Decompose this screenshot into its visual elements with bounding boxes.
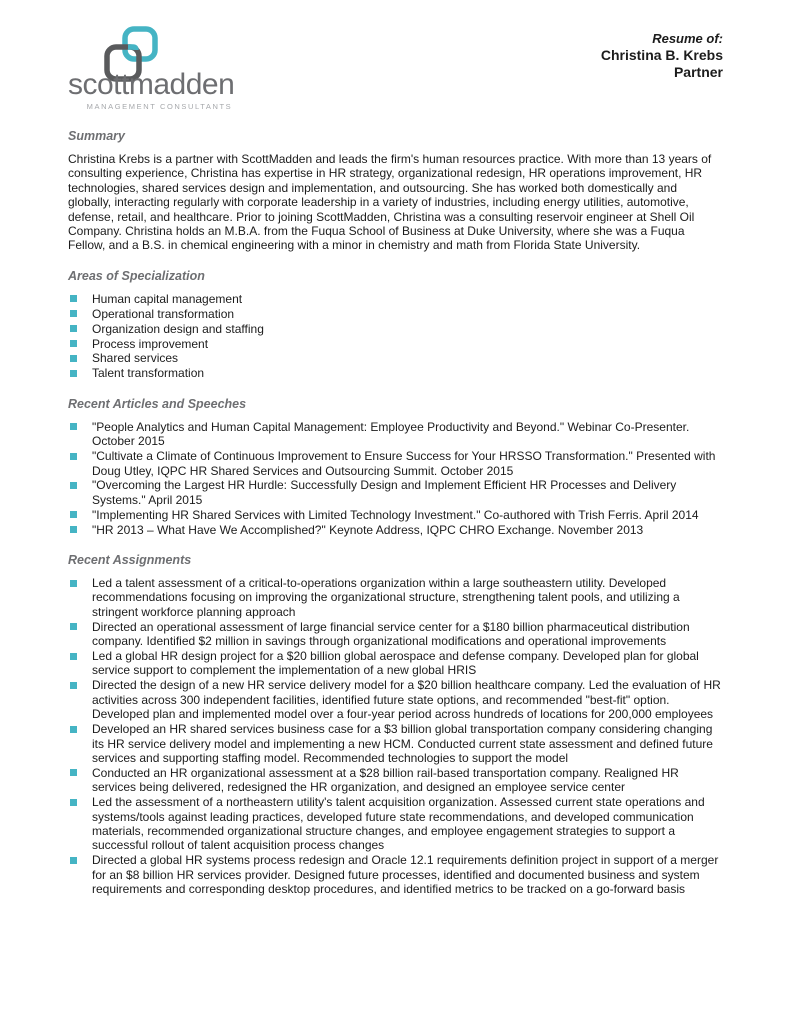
list-item — [68, 576, 723, 619]
list-item — [68, 449, 723, 478]
list-item — [68, 620, 723, 649]
articles-heading: Recent Articles and Speeches — [68, 396, 247, 411]
list-item-text: Directed the design of a new HR service delivery model for a $20 billion healthcare company. Led the evaluation of HR activities across 300 independent facilities, identified future state options, and recommended "best-fit" option. Developed plan and implemented model over a four-year period across hundreds of locations for 200,000 employees — [92, 678, 721, 722]
specialization-list — [68, 292, 723, 381]
bullet-square-icon — [70, 423, 77, 430]
bullet-square-icon — [70, 355, 77, 362]
list-item — [68, 722, 723, 765]
page-header — [68, 26, 723, 111]
list-item — [68, 853, 723, 896]
list-item-text: Directed a global HR systems process redesign and Oracle 12.1 requirements definition project in support of a merger for an $8 billion HR services provider. Designed future processes, identified and documented business and system requirements and corresponding desktop procedures, and identified metrics to be tracked on a go-forward basis — [92, 853, 719, 897]
list-item — [68, 420, 723, 449]
bullet-square-icon — [70, 580, 77, 587]
list-item-text: Shared services — [92, 351, 179, 366]
bullet-square-icon — [70, 526, 77, 533]
bullet-square-icon — [70, 799, 77, 806]
resume-of-label: Resume of: — [652, 31, 723, 46]
bullet-square-icon — [70, 482, 77, 489]
logo-tagline: MANAGEMENT CONSULTANTS — [86, 102, 233, 111]
bullet-square-icon — [70, 325, 77, 332]
summary-heading: Summary — [68, 129, 125, 143]
bullet-square-icon — [70, 453, 77, 460]
list-item — [68, 337, 723, 351]
list-item-text: "Overcoming the Largest HR Hurdle: Successfully Design and Implement Efficient HR Processes and Delivery Systems." April 2015 — [92, 478, 677, 507]
list-item — [68, 307, 723, 321]
bullet-square-icon — [70, 653, 77, 660]
bullet-square-icon — [70, 769, 77, 776]
list-item-text: Conducted an HR organizational assessment at a $28 billion rail-based transportation company. Realigned HR services being delivered, redesigned the HR organization, and designed an employee service center — [92, 765, 679, 795]
specialization-heading: Areas of Specialization — [68, 268, 205, 283]
list-item-text: Human capital management — [92, 291, 243, 306]
summary-paragraph: Christina Krebs is a partner with ScottMadden and leads the firm's human resources practice. With more than 13 years of consulting experience, Christina has expertise in HR strategy, organizational redesign, HR operations improvement, HR technologies, shared services design and implementation, and outsourcing. She has worked both domestically and globally, interacting regularly with corporate leadership in a variety of industries, including energy utilities, automotive, defense, retail, and healthcare. Prior to joining ScottMadden, Christina was a consulting reservoir engineer at Shell Oil Company. Christina holds an M.B.A. from the Fuqua School of Business at Duke University, where she was a Fuqua Fellow, and a B.S. in chemical engineering with a minor in chemistry and math from Florida State University. — [68, 152, 712, 253]
bullet-square-icon — [70, 340, 77, 347]
list-item-text: Led a global HR design project for a $20 billion global aerospace and defense company. Developed plan for global service support to complement the implementation of a new global HRIS — [92, 649, 699, 678]
list-item-text: Led a talent assessment of a critical-to-operations organization within a large southeastern utility. Developed recommendations focusing on improving the organizational structure, strengthening talent pools, and utilizing a stringent workforce planning approach — [92, 576, 680, 619]
list-item-text: Led the assessment of a northeastern utility's talent acquisition organization. Assessed current state operations and systems/tools against leading practices, developed future state recommendations, and developed communication materials, recommended organizational structure changes, and employee engagement strategies to support a successful rollout of talent acquisition process changes — [92, 795, 705, 853]
list-item-text: Directed an operational assessment of large financial service center for a $180 billion pharmaceutical distribution company. Identified $2 million in savings through organizational modifications and operational improvements — [92, 619, 690, 649]
list-item — [68, 795, 723, 853]
bullet-square-icon — [70, 295, 77, 302]
logo-wordmark: scottmadden — [68, 68, 235, 101]
articles-list — [68, 420, 723, 537]
list-item — [68, 766, 723, 795]
list-item-text: "People Analytics and Human Capital Management: Employee Productivity and Beyond." Webinar Co-Presenter. October 2015 — [92, 419, 690, 449]
assignments-list — [68, 576, 723, 896]
list-item — [68, 351, 723, 365]
list-item — [68, 523, 723, 537]
list-item — [68, 678, 723, 721]
assignments-heading: Recent Assignments — [68, 553, 192, 568]
list-item-text: Operational transformation — [92, 306, 235, 321]
list-item — [68, 508, 723, 522]
list-item-text: "Implementing HR Shared Services with Limited Technology Investment." Co-authored with Trish Ferris. April 2014 — [92, 507, 699, 522]
list-item — [68, 478, 723, 507]
bullet-square-icon — [70, 857, 77, 864]
bullet-square-icon — [70, 682, 77, 689]
list-item — [68, 292, 723, 306]
list-item-text: "HR 2013 – What Have We Accomplished?" Keynote Address, IQPC CHRO Exchange. November 2013 — [92, 522, 644, 537]
bullet-square-icon — [70, 623, 77, 630]
bullet-square-icon — [70, 511, 77, 518]
bullet-square-icon — [70, 726, 77, 733]
resume-person-title: Partner — [673, 64, 723, 80]
resume-person-name: Christina B. Krebs — [600, 47, 723, 63]
bullet-square-icon — [70, 370, 77, 377]
list-item-text: Talent transformation — [92, 366, 205, 381]
resume-of-block — [601, 26, 723, 81]
list-item — [68, 322, 723, 336]
list-item-text: "Cultivate a Climate of Continuous Improvement to Ensure Success for Your HRSSO Transformation." Presented with Doug Utley, IQPC HR Shared Services and Outsourcing Summit. October 2015 — [92, 449, 716, 478]
list-item-text: Process improvement — [92, 336, 209, 351]
list-item-text: Developed an HR shared services business case for a $3 billion global transportation company considering changing its HR service delivery model and implementing a new HCM. Conducted current state assessment and defined future services and supporting staffing model. Recommended technologies to support the model — [92, 722, 713, 765]
list-item — [68, 366, 723, 380]
list-item — [68, 649, 723, 678]
bullet-square-icon — [70, 310, 77, 317]
scottmadden-logo — [68, 26, 234, 111]
list-item-text: Organization design and staffing — [92, 321, 264, 336]
